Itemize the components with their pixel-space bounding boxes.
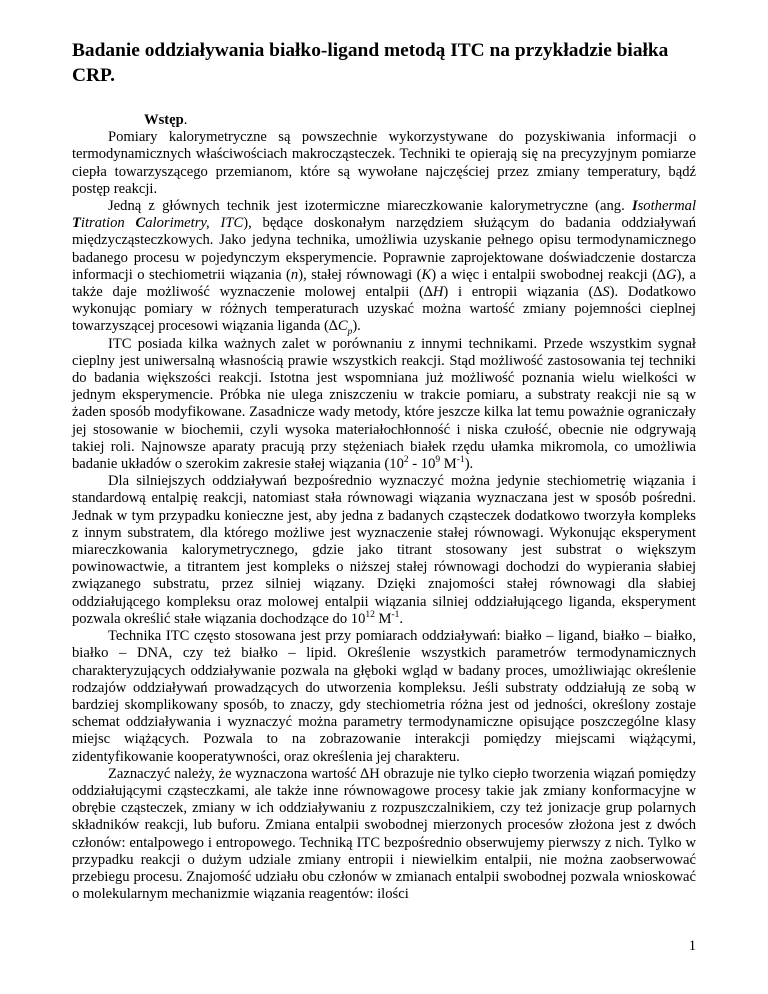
p3-superscript-minus-1: -1 bbox=[456, 455, 465, 466]
p4-superscript-minus-1: -1 bbox=[391, 610, 400, 621]
p2-text-h: ). bbox=[352, 318, 361, 335]
p2-text-g: ). Dodatkowo wykonując pomiary w różnych temperaturach uzyskać można wartość zmiany pojemności cieplnej towarzyszącej procesowi wiązania liganda ( bbox=[72, 284, 696, 335]
p4-superscript-12: 12 bbox=[365, 610, 375, 621]
p3-text-a: ITC posiada kilka ważnych zalet w porównaniu z innymi technikami. Przede wszystkim sygnał cieplny jest uniwersalną własnością prawie wszystkich reakcji. Stąd możliwość zastosowania tej techniki do badania większości reakcji. Istotna jest wspomniana już możliwość poznania wielu wielkości w jednym eksperymencie. Próbka nie ulega zniszczeniu w trakcie pomiaru, a substraty reakcji nie są w żaden sposób modyfikowane. Zasadnicze wady metody, które jeszcze kilka lat temu poważnie ograniczały jej stosowanie w biochemii, czyli wysoka materiałochłonność i niska czułość, obecnie nie odgrywają takiej roli. Najnowsze aparaty pracują przy stężeniach białek rzędu ułamka mikromola, co umożliwia badanie układów o szerokim zakresie stałej wiązania (10 bbox=[72, 335, 696, 473]
paragraph-2 bbox=[72, 198, 696, 336]
p2-itration: itration bbox=[80, 215, 136, 232]
p2-text-b: ), będące doskonałym narzędziem służącym do badania oddziaływań międzycząsteczkowych. Jako jedyna technika, umożliwia uzyskanie pełnego opisu termodynamicznego badanego procesu w pojedynczym eksperymencie. Poprawnie zaprojektowane doświadczenie dostarcza informacji o stechiometrii wiązania ( bbox=[72, 215, 697, 283]
paragraph-3 bbox=[72, 336, 696, 474]
p2-subscript-p: p bbox=[347, 327, 353, 338]
paragraph-1: Pomiary kalorymetryczne są powszechnie wykorzystywane do pozyskiwania informacji o termodynamicznych właściwościach makrocząsteczek. Techniki te opierają się na precyzyjnym pomiarze ciepła towarzyszącego przemianom, które są wywołane najczęściej przez zmiany temperatury, bądź postęp reakcji. bbox=[72, 129, 696, 197]
document-title: Badanie oddziaływania białko-ligand metodą ITC na przykładzie białka CRP. bbox=[72, 40, 669, 86]
p3-superscript-9: 9 bbox=[435, 455, 441, 466]
section-heading-text: Wstęp bbox=[144, 112, 184, 128]
p4-text-c: . bbox=[399, 610, 404, 627]
page-number: 1 bbox=[688, 938, 696, 954]
paragraph-5: Technika ITC często stosowana jest przy pomiarach oddziaływań: białko – ligand, białko – białko, białko – DNA, czy też białko – lipid. Określenie wszystkich parametrów termodynamicznych charakteryzujących oddziaływanie pozwala na głęboki wgląd w badany proces, umożliwiając określenie rodzajów oddziaływań prowadzących do utworzenia kompleksu. Jeśli substraty oddziałują ze sobą w bardziej skomplikowany sposób, to znaczy, gdy stechiometria różna jest od jedności, określony zostaje schemat oddziaływania i wyznaczyć można parametry termodynamiczne opisujące poszczególne klasy miejsc wiążących. Pozwala to na zobrazowanie interakcji pomiędzy miejscami wiążącymi, zidentyfikowanie kooperatywności, oraz określenia jej charakteru. bbox=[72, 628, 696, 765]
section-heading-period: . bbox=[183, 112, 188, 128]
p2-symbol-dg: ∆G bbox=[657, 266, 677, 283]
p2-text-d: ) a więc i entalpii swobodnej reakcji ( bbox=[431, 266, 658, 283]
p2-sothermal: sothermal bbox=[637, 198, 696, 215]
section-heading bbox=[72, 112, 696, 129]
p2-text-c: ), stałej równowagi ( bbox=[298, 266, 422, 283]
paragraph-4 bbox=[72, 473, 696, 628]
p2-text-e: ), a także daje możliwość wyznaczenie molowej entalpii ( bbox=[72, 266, 696, 301]
p2-symbol-ds: ∆S bbox=[593, 284, 610, 301]
p2-initial-t: T bbox=[72, 215, 81, 232]
p2-text-f: ) i entropii wiązania ( bbox=[443, 284, 594, 301]
p2-text-a: Jedną z głównych technik jest izotermiczne miareczkowanie kalorymetryczne (ang. bbox=[108, 198, 632, 215]
p3-text-c: M bbox=[440, 456, 457, 473]
p2-alorimetry: alorimetry, ITC bbox=[145, 215, 244, 232]
p2-symbol-dh: ∆H bbox=[423, 284, 444, 301]
paragraph-6: Zaznaczyć należy, że wyznaczona wartość ∆H obrazuje nie tylko ciepło tworzenia wiązań pomiędzy oddziałującymi cząsteczkami, ale także inne równowagowe procesy takie jak zmiany konformacyjne w obrębie cząsteczek, zmiany w ich oddziaływaniu z rozpuszczalnikiem, czy też jonizacje grup polarnych składników reakcji, lub buforu. Zmiana entalpii swobodnej mierzonych procesów złożona jest z dwóch członów: entalpowego i entropowego. Techniką ITC bezpośrednio obserwujemy pierwszy z nich. Tylko w przypadku reakcji o dużym udziale zmiany entropii i niewielkim entalpii, nie można zaobserwować przebiegu procesu. Znajomość udziału obu członów w zmianach entalpii swobodnej pozwala wnioskować o molekularnym mechanizmie wiązania reagentów: ilości bbox=[72, 765, 696, 903]
document-page bbox=[72, 38, 696, 903]
p4-text-b: M bbox=[374, 610, 392, 627]
p3-superscript-2: 2 bbox=[403, 455, 409, 466]
p2-symbol-n: n bbox=[290, 266, 299, 283]
p4-text-a: Dla silniejszych oddziaływań bezpośrednio wyznaczyć można jedynie stechiometrię wiązania i standardową entalpię reakcji, natomiast stała równowagi wiązania wyznaczana jest w sposób pośredni. Jednak w tym przypadku konieczne jest, aby jedna z badanych cząsteczek dodatkowo tworzyła kompleks z innym substratem, dla którego możliwe jest wyznaczenie stałej równowagi. Wykonując eksperyment miareczkowania kalorymetrycznego, gdzie jako titrant stosowany jest substrat o większym powinowactwie, a titrantem jest kompleks o niższej stałej równowagi dochodzi do wypierania słabiej związanego substratu, przez silniej wiązany. Dzięki znajomości stałej równowagi dla słabiej oddziałującego kompleksu oraz molowej entalpii wiązania silniej oddziałującego liganda, eksperyment pozwala określić stałe wiązania dochodzące do 10 bbox=[72, 473, 696, 627]
p2-symbol-dc: ∆C bbox=[328, 318, 348, 335]
p2-symbol-k: K bbox=[421, 266, 432, 283]
p3-text-b: - 10 bbox=[408, 456, 436, 473]
p2-initial-i: I bbox=[631, 198, 638, 215]
p3-text-d: ). bbox=[464, 456, 474, 473]
p2-initial-c: C bbox=[135, 215, 146, 232]
